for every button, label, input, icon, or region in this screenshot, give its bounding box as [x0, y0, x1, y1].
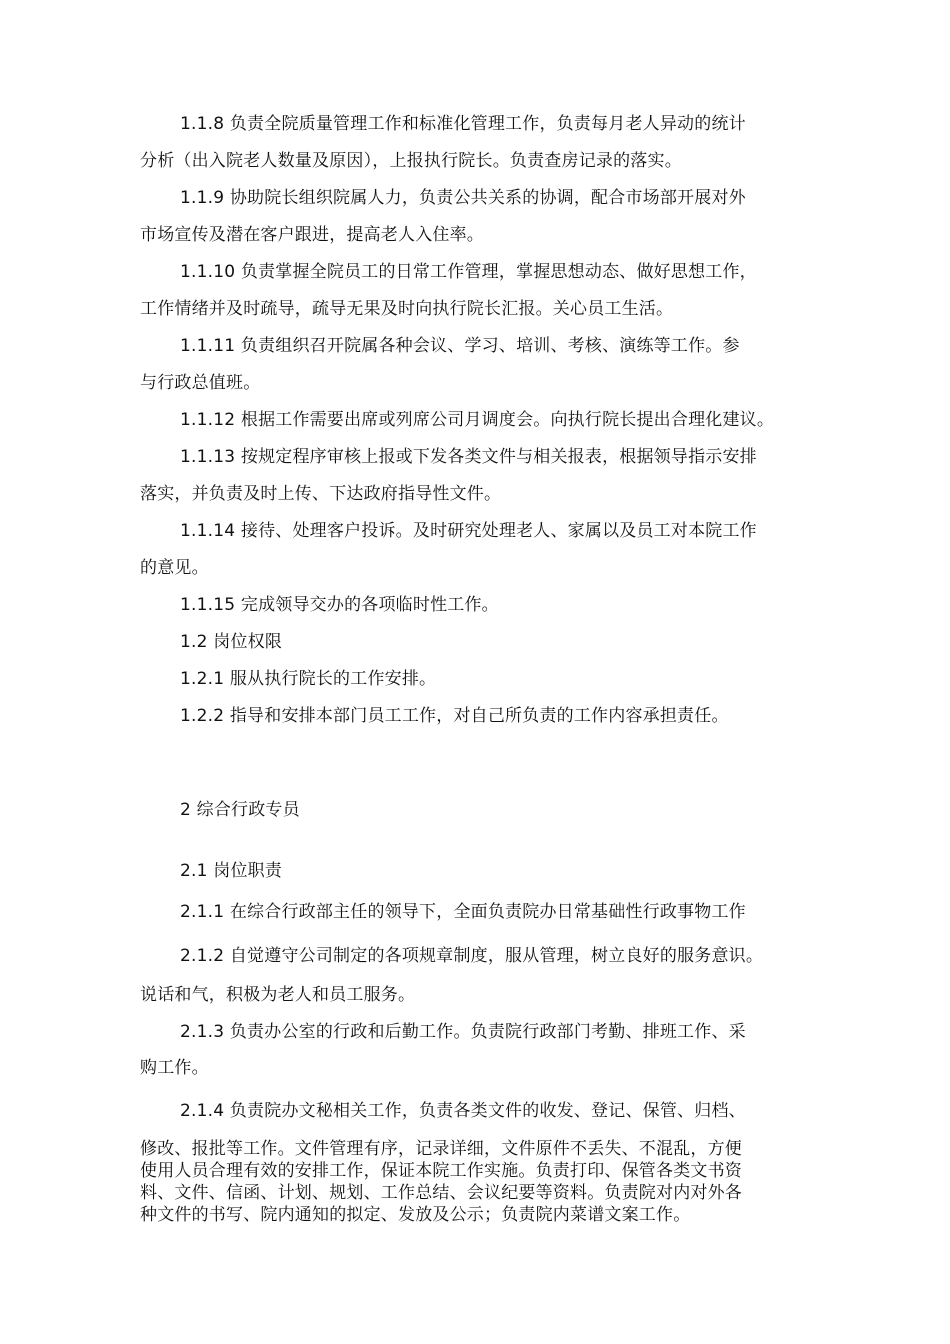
paragraph-2-1-2-line-2: 说话和气，积极为老人和员工服务。 [140, 985, 416, 1005]
paragraph-1-1-9-line-2: 市场宣传及潜在客户跟进，提高老人入住率。 [140, 225, 484, 245]
paragraph-1-2-1: 1.2.1 服从执行院长的工作安排。 [180, 669, 437, 689]
paragraph-1-1-8-line-1: 1.1.8 负责全院质量管理工作和标准化管理工作，负责每月老人异动的统计 [180, 114, 746, 134]
paragraph-2-1-4-line-3: 使用人员合理有效的安排工作，保证本院工作实施。负责打印、保管各类文书资 [140, 1161, 742, 1181]
paragraph-1-1-10-line-2: 工作情绪并及时疏导，疏导无果及时向执行院长汇报。关心员工生活。 [140, 299, 674, 319]
paragraph-1-1-11-line-2: 与行政总值班。 [140, 373, 261, 393]
paragraph-2-1-3-line-1: 2.1.3 负责办公室的行政和后勤工作。负责院行政部门考勤、排班工作、采 [180, 1022, 746, 1042]
paragraph-2-1-4-line-5: 种文件的书写、院内通知的拟定、发放及公示；负责院内菜谱文案工作。 [140, 1205, 691, 1225]
paragraph-1-1-11-line-1: 1.1.11 负责组织召开院属各种会议、学习、培训、考核、演练等工作。参 [180, 336, 740, 356]
paragraph-1-1-15: 1.1.15 完成领导交办的各项临时性工作。 [180, 595, 499, 615]
paragraph-1-1-9-line-1: 1.1.9 协助院长组织院属人力，负责公共关系的协调，配合市场部开展对外 [180, 188, 746, 208]
paragraph-1-1-10-line-1: 1.1.10 负责掌握全院员工的日常工作管理，掌握思想动态、做好思想工作， [180, 262, 757, 282]
paragraph-2-1-4-line-1: 2.1.4 负责院办文秘相关工作，负责各类文件的收发、登记、保管、归档、 [180, 1101, 746, 1121]
paragraph-2-1-4-line-2: 修改、报批等工作。文件管理有序，记录详细，文件原件不丢失、不混乱，方便 [140, 1139, 742, 1159]
paragraph-1-1-13-line-1: 1.1.13 按规定程序审核上报或下发各类文件与相关报表，根据领导指示安排 [180, 447, 757, 467]
paragraph-1-1-8-line-2: 分析（出入院老人数量及原因），上报执行院长。负责查房记录的落实。 [140, 151, 682, 171]
section-heading-2: 2 综合行政专员 [180, 800, 300, 820]
paragraph-1-1-14-line-1: 1.1.14 接待、处理客户投诉。及时研究处理老人、家属以及员工对本院工作 [180, 521, 757, 541]
paragraph-1-1-12: 1.1.12 根据工作需要出席或列席公司月调度会。向执行院长提出合理化建议。 [180, 410, 775, 430]
paragraph-2-1-1: 2.1.1 在综合行政部主任的领导下，全面负责院办日常基础性行政事物工作 [180, 902, 746, 922]
section-heading-1-2: 1.2 岗位权限 [180, 632, 283, 652]
paragraph-1-2-2: 1.2.2 指导和安排本部门员工工作，对自己所负责的工作内容承担责任。 [180, 706, 729, 726]
paragraph-1-1-13-line-2: 落实，并负责及时上传、下达政府指导性文件。 [140, 484, 502, 504]
section-heading-2-1: 2.1 岗位职责 [180, 861, 283, 881]
paragraph-1-1-14-line-2: 的意见。 [140, 558, 209, 578]
paragraph-2-1-4-line-4: 料、文件、信函、计划、规划、工作总结、会议纪要等资料。负责院对内对外各 [140, 1183, 742, 1203]
paragraph-2-1-3-line-2: 购工作。 [140, 1058, 209, 1078]
paragraph-2-1-2-line-1: 2.1.2 自觉遵守公司制定的各项规章制度，服从管理，树立良好的服务意识。 [180, 946, 764, 966]
